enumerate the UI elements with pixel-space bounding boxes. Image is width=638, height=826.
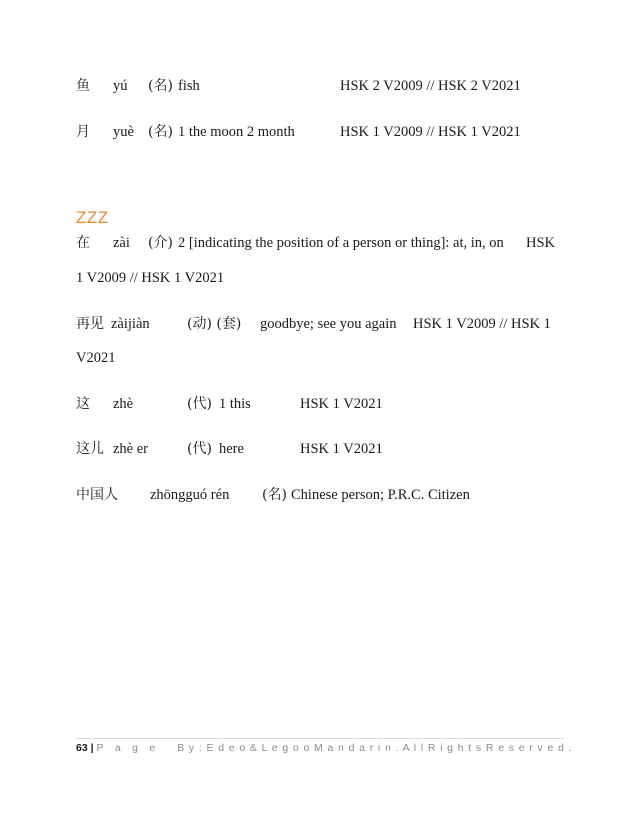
hsk-level: HSK xyxy=(526,235,556,251)
hanzi: 月 xyxy=(76,124,90,140)
definition: fish xyxy=(178,78,200,94)
pos-label: (名) xyxy=(148,78,173,94)
part-of-speech xyxy=(148,232,173,254)
definition: Chinese person; P.R.C. Citizen xyxy=(291,487,470,503)
hsk-level: HSK 1 V2021 xyxy=(300,396,383,412)
footer-credit: B y : E d e o & L e g o o M a n d a r i n . A l l R i g h t s R e s e r v e d . xyxy=(177,742,573,754)
pinyin: yuè xyxy=(113,124,134,140)
part-of-speech xyxy=(262,484,287,506)
hsk-level: HSK 1 V2009 // HSK 1 xyxy=(413,316,551,332)
page-label: P a g e xyxy=(96,742,160,754)
pos-label: (介) xyxy=(148,235,173,251)
page-number: 63 xyxy=(76,742,88,754)
hsk-level-continued: V2021 xyxy=(76,350,116,366)
hsk-level: HSK 1 V2009 // HSK 1 V2021 xyxy=(340,124,521,140)
pos-label: (代) xyxy=(187,441,212,457)
pos-label: (名) xyxy=(262,487,287,503)
hsk-level: HSK 1 V2021 xyxy=(300,441,383,457)
definition: 1 the moon 2 month xyxy=(178,124,295,140)
definition: 1 this xyxy=(219,396,251,412)
hsk-level-continued: 1 V2009 // HSK 1 V2021 xyxy=(76,270,225,286)
hanzi: 这 xyxy=(76,396,90,412)
pinyin: zhè er xyxy=(113,441,149,457)
hanzi: 中国人 xyxy=(76,487,118,503)
page-footer xyxy=(76,742,572,754)
part-of-speech xyxy=(187,313,241,335)
hanzi: 鱼 xyxy=(76,78,90,94)
definition: 2 [indicating the position of a person or thing]: at, in, on xyxy=(178,235,504,251)
section-heading: ZZZ xyxy=(76,208,109,227)
hanzi: 这儿 xyxy=(76,441,104,457)
definition: here xyxy=(219,441,244,457)
definition: goodbye; see you again xyxy=(260,316,397,332)
pinyin: zài xyxy=(113,235,130,251)
pinyin: zhōngguó rén xyxy=(150,487,230,503)
hsk-level: HSK 2 V2009 // HSK 2 V2021 xyxy=(340,78,521,94)
part-of-speech xyxy=(148,75,173,97)
footer-separator: | xyxy=(90,742,94,754)
pos-label: (代) xyxy=(187,396,212,412)
part-of-speech xyxy=(148,121,173,143)
hanzi: 在 xyxy=(76,235,90,251)
pinyin: zhè xyxy=(113,396,134,412)
pinyin: zàijiàn xyxy=(111,316,150,332)
part-of-speech xyxy=(187,438,212,460)
pos-label: (动) (套) xyxy=(187,316,242,332)
part-of-speech xyxy=(187,393,212,415)
footer-divider xyxy=(76,738,564,739)
pinyin: yú xyxy=(113,78,128,94)
pos-label: (名) xyxy=(148,124,173,140)
hanzi: 再见 xyxy=(76,316,104,332)
